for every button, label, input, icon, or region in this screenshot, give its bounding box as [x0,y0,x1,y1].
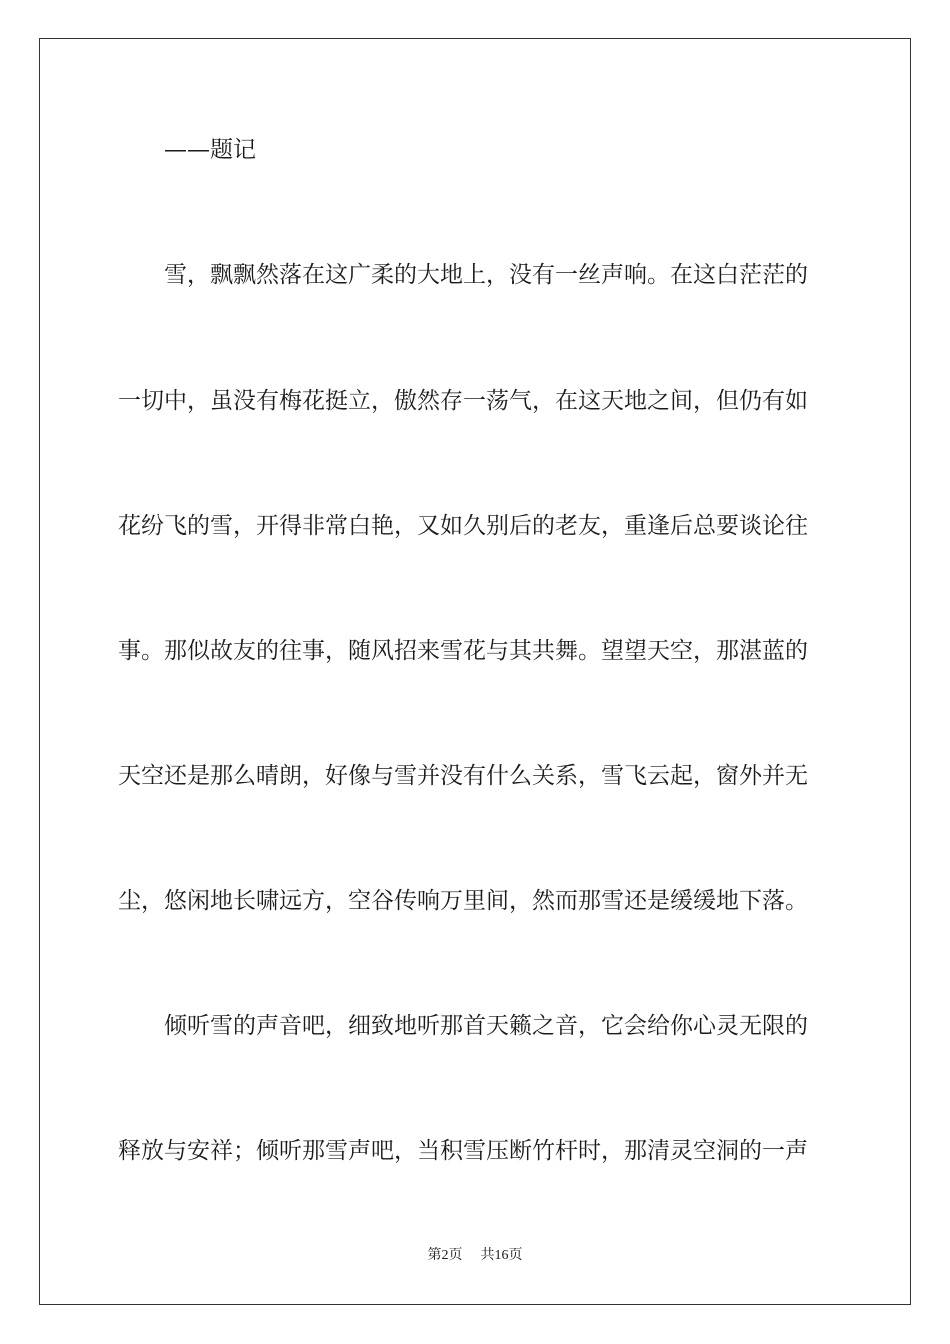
paragraph-line: 天空还是那么晴朗，好像与雪并没有什么关系，雪飞云起，窗外并无 [118,763,808,789]
page-total: 共16页 [480,1248,523,1263]
paragraph-line: 雪，飘飘然落在这广柔的大地上，没有一丝声响。在这白茫茫的 [164,262,808,288]
paragraph-line: 尘，悠闲地长啸远方，空谷传响万里间，然而那雪还是缓缓地下落。 [118,888,808,914]
paragraph-line: 花纷飞的雪，开得非常白艳，又如久别后的老友，重逢后总要谈论往 [118,513,808,539]
paragraph-line: 倾听雪的声音吧，细致地听那首天籁之音，它会给你心灵无限的 [164,1013,808,1039]
epigraph-attribution: ——题记 [164,137,256,163]
paragraph-line: 事。那似故友的往事，随风招来雪花与其共舞。望望天空，那湛蓝的 [118,638,808,664]
paragraph-line: 一切中，虽没有梅花挺立，傲然存一荡气，在这天地之间，但仍有如 [118,388,808,414]
paragraph-line: 释放与安祥；倾听那雪声吧，当积雪压断竹杆时，那清灵空洞的一声 [118,1138,808,1164]
page-border [39,38,911,1305]
page-number: 第2页 [427,1248,463,1263]
page-footer [0,1246,950,1266]
